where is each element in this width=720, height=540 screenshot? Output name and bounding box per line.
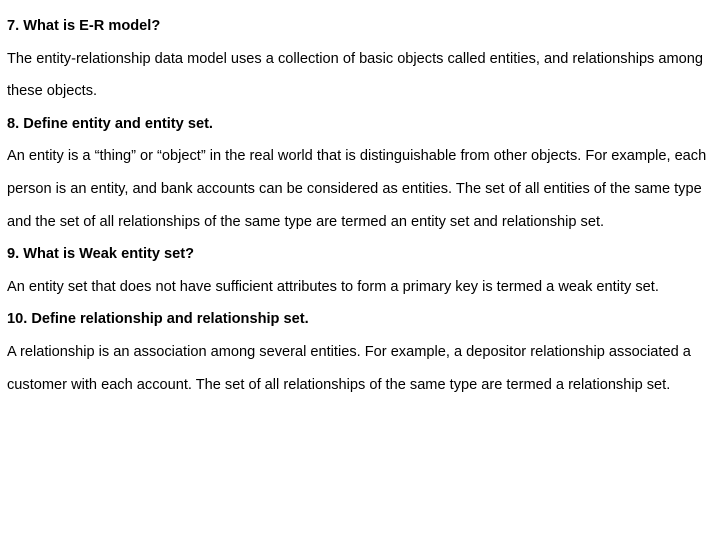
answer-7-text: The entity-relationship data model uses a collection of basic objects called entities, and relationships among these objects.	[7, 50, 704, 100]
question-8-heading: 8. Define entity and entity set.	[7, 115, 213, 132]
answer-9-text: An entity set that does not have sufficient attributes to form a primary key is termed a weak entity set.	[7, 278, 659, 295]
question-7-heading: 7. What is E-R model?	[7, 18, 161, 34]
question-10-heading: 10. Define relationship and relationship set.	[7, 311, 309, 328]
question-9-heading: 9. What is Weak entity set?	[7, 246, 195, 263]
answer-10-text: A relationship is an association among several entities. For example, a depositor relationship associated a customer with each account. The set of all relationships of the same type are termed a relationship set.	[7, 343, 691, 393]
document-page	[7, 10, 713, 401]
answer-8-text: An entity is a “thing” or “object” in the real world that is distinguishable from other objects. For example, each person is an entity, and bank accounts can be considered as entities. The set of all entities of the same type and the set of all relationships of the same type are termed an entity set and relationship set.	[7, 148, 707, 230]
